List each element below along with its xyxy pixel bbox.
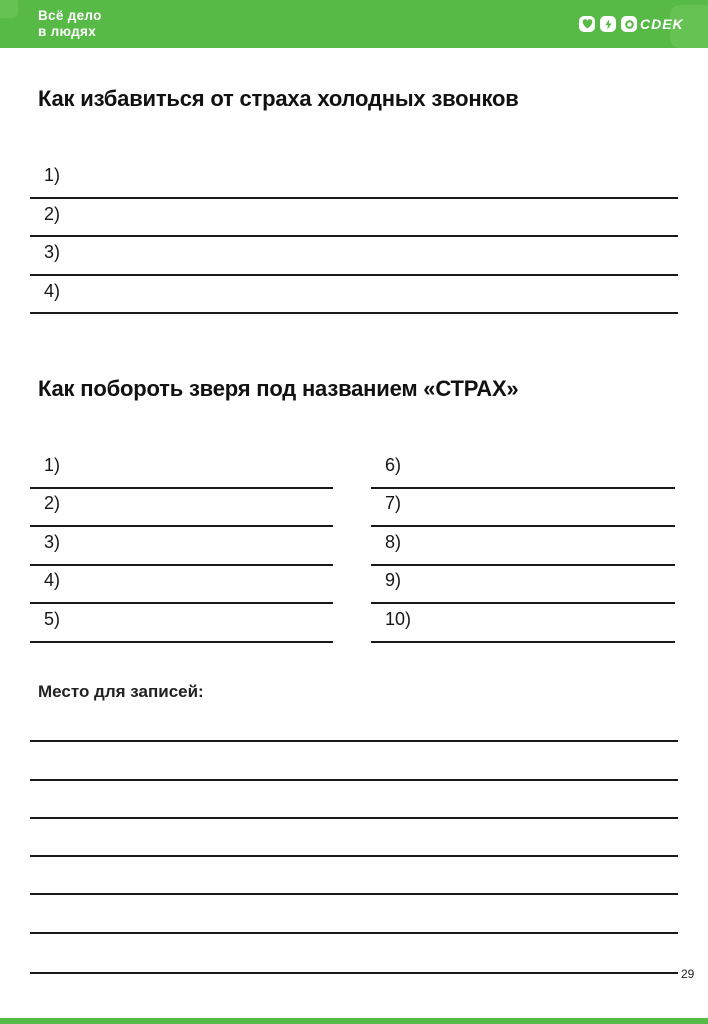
write-in-line xyxy=(30,274,678,276)
cdek-logo: CDEK xyxy=(640,16,684,32)
header-bar xyxy=(0,0,708,48)
write-in-line xyxy=(30,602,333,604)
list-item-number: 6) xyxy=(385,455,402,475)
heart-icon xyxy=(579,16,595,32)
write-in-line xyxy=(371,487,675,489)
header-icon-group xyxy=(579,16,637,32)
list-item-number: 2) xyxy=(44,493,61,513)
write-in-line xyxy=(30,564,333,566)
brand-tagline-line1: Всё дело xyxy=(38,8,102,23)
note-line xyxy=(30,779,678,781)
write-in-line xyxy=(30,235,678,237)
list-item-number: 7) xyxy=(385,493,402,513)
list-item-number: 1) xyxy=(44,165,61,185)
footer-bar xyxy=(0,1018,708,1024)
list-item-number: 5) xyxy=(44,609,61,629)
write-in-line xyxy=(371,564,675,566)
list-item-number: 2) xyxy=(44,204,61,224)
note-line xyxy=(30,740,678,742)
write-in-line xyxy=(30,312,678,314)
list-item-number: 3) xyxy=(44,242,61,262)
list-item-number: 4) xyxy=(44,281,61,301)
note-line xyxy=(30,855,678,857)
header-corner-accent-left xyxy=(0,0,18,18)
note-line xyxy=(30,932,678,934)
page-number: 29 xyxy=(681,967,695,981)
list-item-number: 3) xyxy=(44,532,61,552)
ring-icon xyxy=(621,16,637,32)
note-line xyxy=(30,893,678,895)
list-item-number: 10) xyxy=(385,609,412,629)
list-item-number: 1) xyxy=(44,455,61,475)
write-in-line xyxy=(30,197,678,199)
section-title-fear-beast: Как побороть зверя под названием «СТРАХ» xyxy=(38,376,519,401)
brand-tagline xyxy=(38,8,102,39)
notes-label: Место для записей: xyxy=(38,682,204,701)
write-in-line xyxy=(371,602,675,604)
brand-tagline-line2: в людях xyxy=(38,23,97,39)
section-title-cold-calls: Как избавиться от страха холодных звонков xyxy=(38,86,519,111)
lightning-icon xyxy=(600,16,616,32)
write-in-line xyxy=(30,487,333,489)
list-item-number: 4) xyxy=(44,570,61,590)
note-line xyxy=(30,972,678,974)
write-in-line xyxy=(371,525,675,527)
note-line xyxy=(30,817,678,819)
write-in-line xyxy=(30,525,333,527)
list-item-number: 9) xyxy=(385,570,402,590)
list-item-number: 8) xyxy=(385,532,402,552)
write-in-line xyxy=(30,641,333,643)
write-in-line xyxy=(371,641,675,643)
